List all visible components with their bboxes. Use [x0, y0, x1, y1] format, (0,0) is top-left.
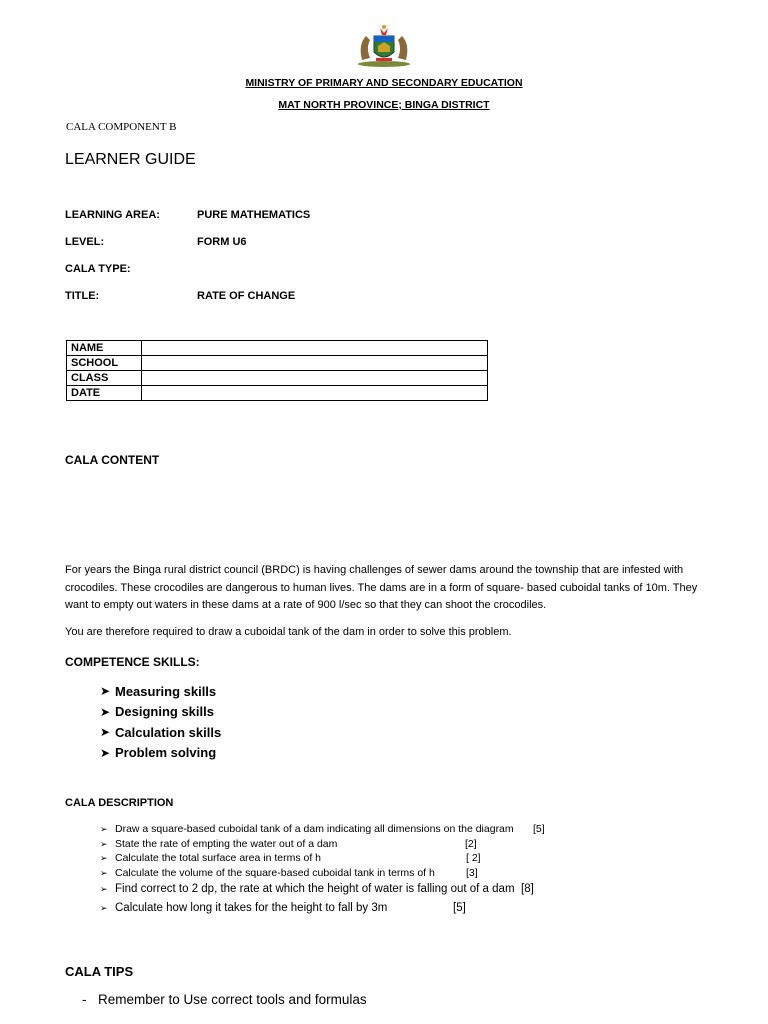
instruction-paragraph: You are therefore required to draw a cuboidal tank of the dam in order to solve this problem.: [65, 626, 512, 638]
marks: [3]: [466, 866, 478, 879]
list-item: ➤ Problem solving: [100, 745, 217, 761]
table-row: [67, 386, 488, 401]
description-list: [100, 822, 660, 918]
table-row: [67, 341, 488, 356]
guide-title: LEARNER GUIDE: [65, 151, 196, 168]
field-value-level: FORM U6: [197, 236, 247, 248]
name-cell[interactable]: [142, 341, 488, 356]
learner-info-table: [66, 340, 488, 401]
school-cell[interactable]: [142, 356, 488, 371]
date-cell[interactable]: [142, 386, 488, 401]
marks: [ 2]: [466, 852, 481, 864]
arrowhead-bullet-icon: ➢: [100, 838, 108, 849]
list-item: ➤ Measuring skills: [100, 683, 217, 699]
ministry-heading: MINISTRY OF PRIMARY AND SECONDARY EDUCATION: [245, 77, 523, 89]
list-item: ➤ Calculation skills: [100, 724, 222, 740]
content-paragraph: For years the Binga rural district council (BRDC) is having challenges of sewer dams around the township that are infested with crocodiles. These crocodiles are dangerous to human lives. The dams are in a form of square- based cuboidal tanks of 10m. They want to empty out waters in these dams at a rate of 900 l/sec so that they can shoot the crocodiles.: [65, 564, 698, 611]
field-label-cala-type: CALA TYPE:: [65, 263, 131, 275]
field-value-title: RATE OF CHANGE: [197, 290, 296, 302]
table-row: [67, 356, 488, 371]
field-label-learning-area: LEARNING AREA:: [65, 209, 160, 221]
arrowhead-bullet-icon: ➤: [100, 745, 111, 760]
tips-heading: CALA TIPS: [65, 964, 134, 979]
competence-heading: COMPETENCE SKILLS:: [65, 655, 200, 669]
arrowhead-bullet-icon: ➢: [100, 903, 108, 913]
province-heading: MAT NORTH PROVINCE; BINGA DISTRICT: [278, 99, 490, 111]
class-cell[interactable]: [142, 371, 488, 386]
field-label-level: LEVEL:: [65, 236, 105, 248]
marks: [5]: [533, 823, 545, 835]
list-item: ➢ Draw a square-based cuboidal tank of a dam indicating all dimensions on the diagram [5]: [100, 823, 545, 835]
arrowhead-bullet-icon: ➤: [100, 704, 111, 719]
description-heading: CALA DESCRIPTION: [65, 797, 174, 809]
arrowhead-bullet-icon: ➢: [100, 884, 108, 894]
dash-bullet-icon: -: [82, 992, 87, 1007]
marks: [5]: [453, 902, 466, 914]
skills-list: [100, 681, 221, 763]
component-label: CALA COMPONENT B: [66, 121, 177, 133]
field-value-learning-area: PURE MATHEMATICS: [197, 209, 311, 221]
arrowhead-bullet-icon: ➢: [100, 824, 108, 834]
school-label: SCHOOL: [67, 356, 142, 371]
list-item: ➤ Designing skills: [100, 704, 214, 720]
arrowhead-bullet-icon: ➢: [100, 853, 108, 863]
list-item: ➢ Find correct to 2 dp, the rate at which the height of water is falling out of a dam [8]: [100, 880, 660, 899]
field-label-title: TITLE:: [65, 290, 100, 302]
arrowhead-bullet-icon: ➤: [100, 684, 111, 699]
list-item: ➢ Calculate the volume of the square-based cuboidal tank in terms of h [3]: [100, 866, 478, 879]
list-item: ➢ Calculate how long it takes for the height to fall by 3m [5]: [100, 899, 660, 918]
class-label: CLASS: [67, 371, 142, 386]
arrowhead-bullet-icon: ➢: [100, 867, 108, 878]
table-row: [67, 371, 488, 386]
marks: [8]: [521, 883, 534, 895]
name-label: NAME: [67, 341, 142, 356]
arrowhead-bullet-icon: ➤: [100, 725, 111, 740]
date-label: DATE: [67, 386, 142, 401]
list-item: - Remember to Use correct tools and formulas: [82, 992, 367, 1007]
marks: [2]: [465, 837, 477, 850]
list-item: ➢ Calculate the total surface area in terms of h [ 2]: [100, 852, 481, 864]
coat-of-arms-icon: [352, 24, 416, 68]
list-item: ➢ State the rate of empting the water out of a dam [2]: [100, 837, 477, 850]
content-heading: CALA CONTENT: [65, 453, 160, 467]
